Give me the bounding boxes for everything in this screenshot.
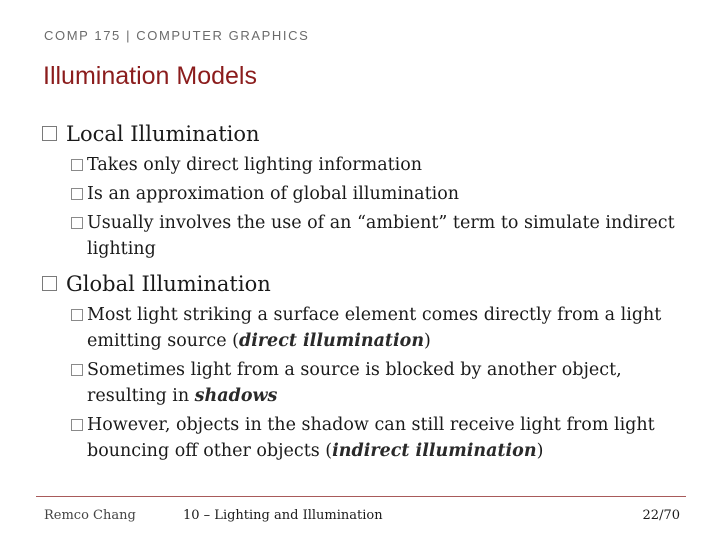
local-bullet-list (40, 152, 680, 262)
bullet-item (40, 210, 680, 262)
section-local (40, 120, 680, 148)
bullet-text: Sometimes light from a source is blocked by another object, resulting in (87, 360, 622, 406)
slide-content (40, 120, 680, 472)
bullet-item (40, 152, 680, 178)
global-bullet-list (40, 302, 680, 464)
checkbox-bullet-icon (71, 419, 83, 431)
bullet-text: However, objects in the shadow can still receive light from light bouncing off other objects ( (87, 415, 655, 461)
section-global (40, 270, 680, 298)
bullet-text: ) (536, 441, 544, 461)
checkbox-bullet-icon (71, 159, 83, 171)
checkbox-bullet-icon (71, 217, 83, 229)
section-heading: Local Illumination (66, 122, 260, 146)
footer-divider (36, 496, 686, 497)
checkbox-bullet-icon (71, 364, 83, 376)
bullet-item (40, 302, 680, 354)
slide-title: Illumination Models (43, 62, 257, 90)
footer-lecture: 10 – Lighting and Illumination (183, 508, 383, 523)
checkbox-bullet-icon (71, 309, 83, 321)
bullet-text: ) (424, 331, 431, 351)
bullet-text: Most light striking a surface element comes directly from a light emitting source ( (87, 305, 662, 351)
section-heading: Global Illumination (66, 272, 271, 296)
footer-page-number: 22/70 (642, 508, 680, 523)
emphasis-text: direct illumination (238, 331, 425, 351)
course-label: COMP 175 | COMPUTER GRAPHICS (44, 28, 310, 43)
bullet-text: Is an approximation of global illumination (87, 184, 460, 204)
checkbox-bullet-icon (42, 126, 57, 141)
bullet-text: Usually involves the use of an “ambient” term to simulate indirect lighting (87, 213, 675, 259)
emphasis-text: indirect illumination (332, 441, 537, 461)
checkbox-bullet-icon (71, 188, 83, 200)
bullet-text: Takes only direct lighting information (87, 155, 423, 175)
bullet-item (40, 412, 680, 464)
bullet-item (40, 357, 680, 409)
checkbox-bullet-icon (42, 276, 57, 291)
bullet-item (40, 181, 680, 207)
footer-author: Remco Chang (44, 508, 136, 523)
emphasis-text: shadows (194, 386, 278, 406)
